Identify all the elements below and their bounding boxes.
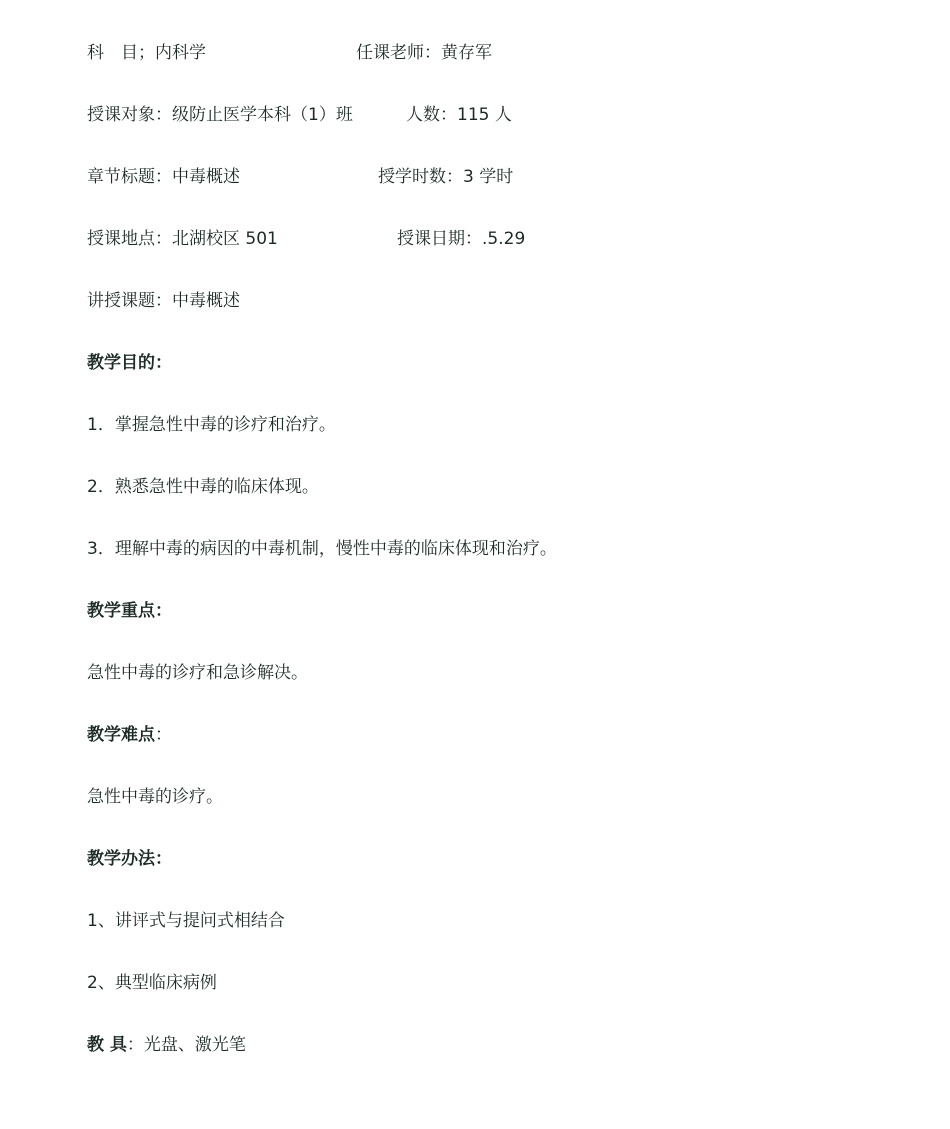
date-line [397,224,525,254]
method-item: 2、典型临床病例 [87,973,217,993]
location-line [87,224,278,254]
topic-label: 讲授课题： [87,291,172,311]
tools-text: 光盘、激光笔 [143,1035,246,1055]
topic-line [87,286,240,316]
methods-heading: 教学办法： [87,849,172,869]
topic-value: 中毒概述 [172,291,240,311]
difficulties-heading: 教学难点 [87,725,155,745]
teacher-label: 任课老师： [356,43,441,63]
subject-label: 科 目； [87,43,155,63]
count-line [406,100,512,130]
tools-heading: 教 具 [87,1035,127,1055]
hours-value: 3 学时 [463,167,514,187]
subject-value: 内科学 [155,43,206,63]
location-value: 北湖校区 501 [172,229,278,249]
count-label: 人数： [406,105,457,125]
tools-line [87,1030,246,1060]
tools-colon: ： [126,1035,144,1055]
date-value: .5.29 [482,229,526,249]
chapter-value: 中毒概述 [172,167,240,187]
teacher-line [356,38,492,68]
difficulties-colon: ： [155,725,172,745]
difficulties-heading-line [87,720,172,750]
key-points-heading: 教学重点： [87,601,172,621]
objectives-heading: 教学目的： [87,353,172,373]
location-label: 授课地点： [87,229,172,249]
date-label: 授课日期： [397,229,482,249]
subject-line [87,38,206,68]
objective-item: 1．掌握急性中毒的诊疗和治疗。 [87,415,336,435]
audience-label: 授课对象： [87,105,172,125]
audience-value: 级防止医学本科（1）班 [172,105,353,125]
chapter-line [87,162,240,192]
hours-label: 授学时数： [378,167,463,187]
teacher-value: 黄存军 [441,43,492,63]
hours-line [378,162,513,192]
count-value: 115 人 [457,105,512,125]
key-points-text: 急性中毒的诊疗和急诊解决。 [87,663,308,683]
method-item: 1、讲评式与提问式相结合 [87,911,285,931]
audience-line [87,100,353,130]
objective-item: 2．熟悉急性中毒的临床体现。 [87,477,319,497]
difficulties-text: 急性中毒的诊疗。 [87,787,223,807]
chapter-label: 章节标题： [87,167,172,187]
objective-item: 3．理解中毒的病因的中毒机制，慢性中毒的临床体现和治疗。 [87,539,557,559]
